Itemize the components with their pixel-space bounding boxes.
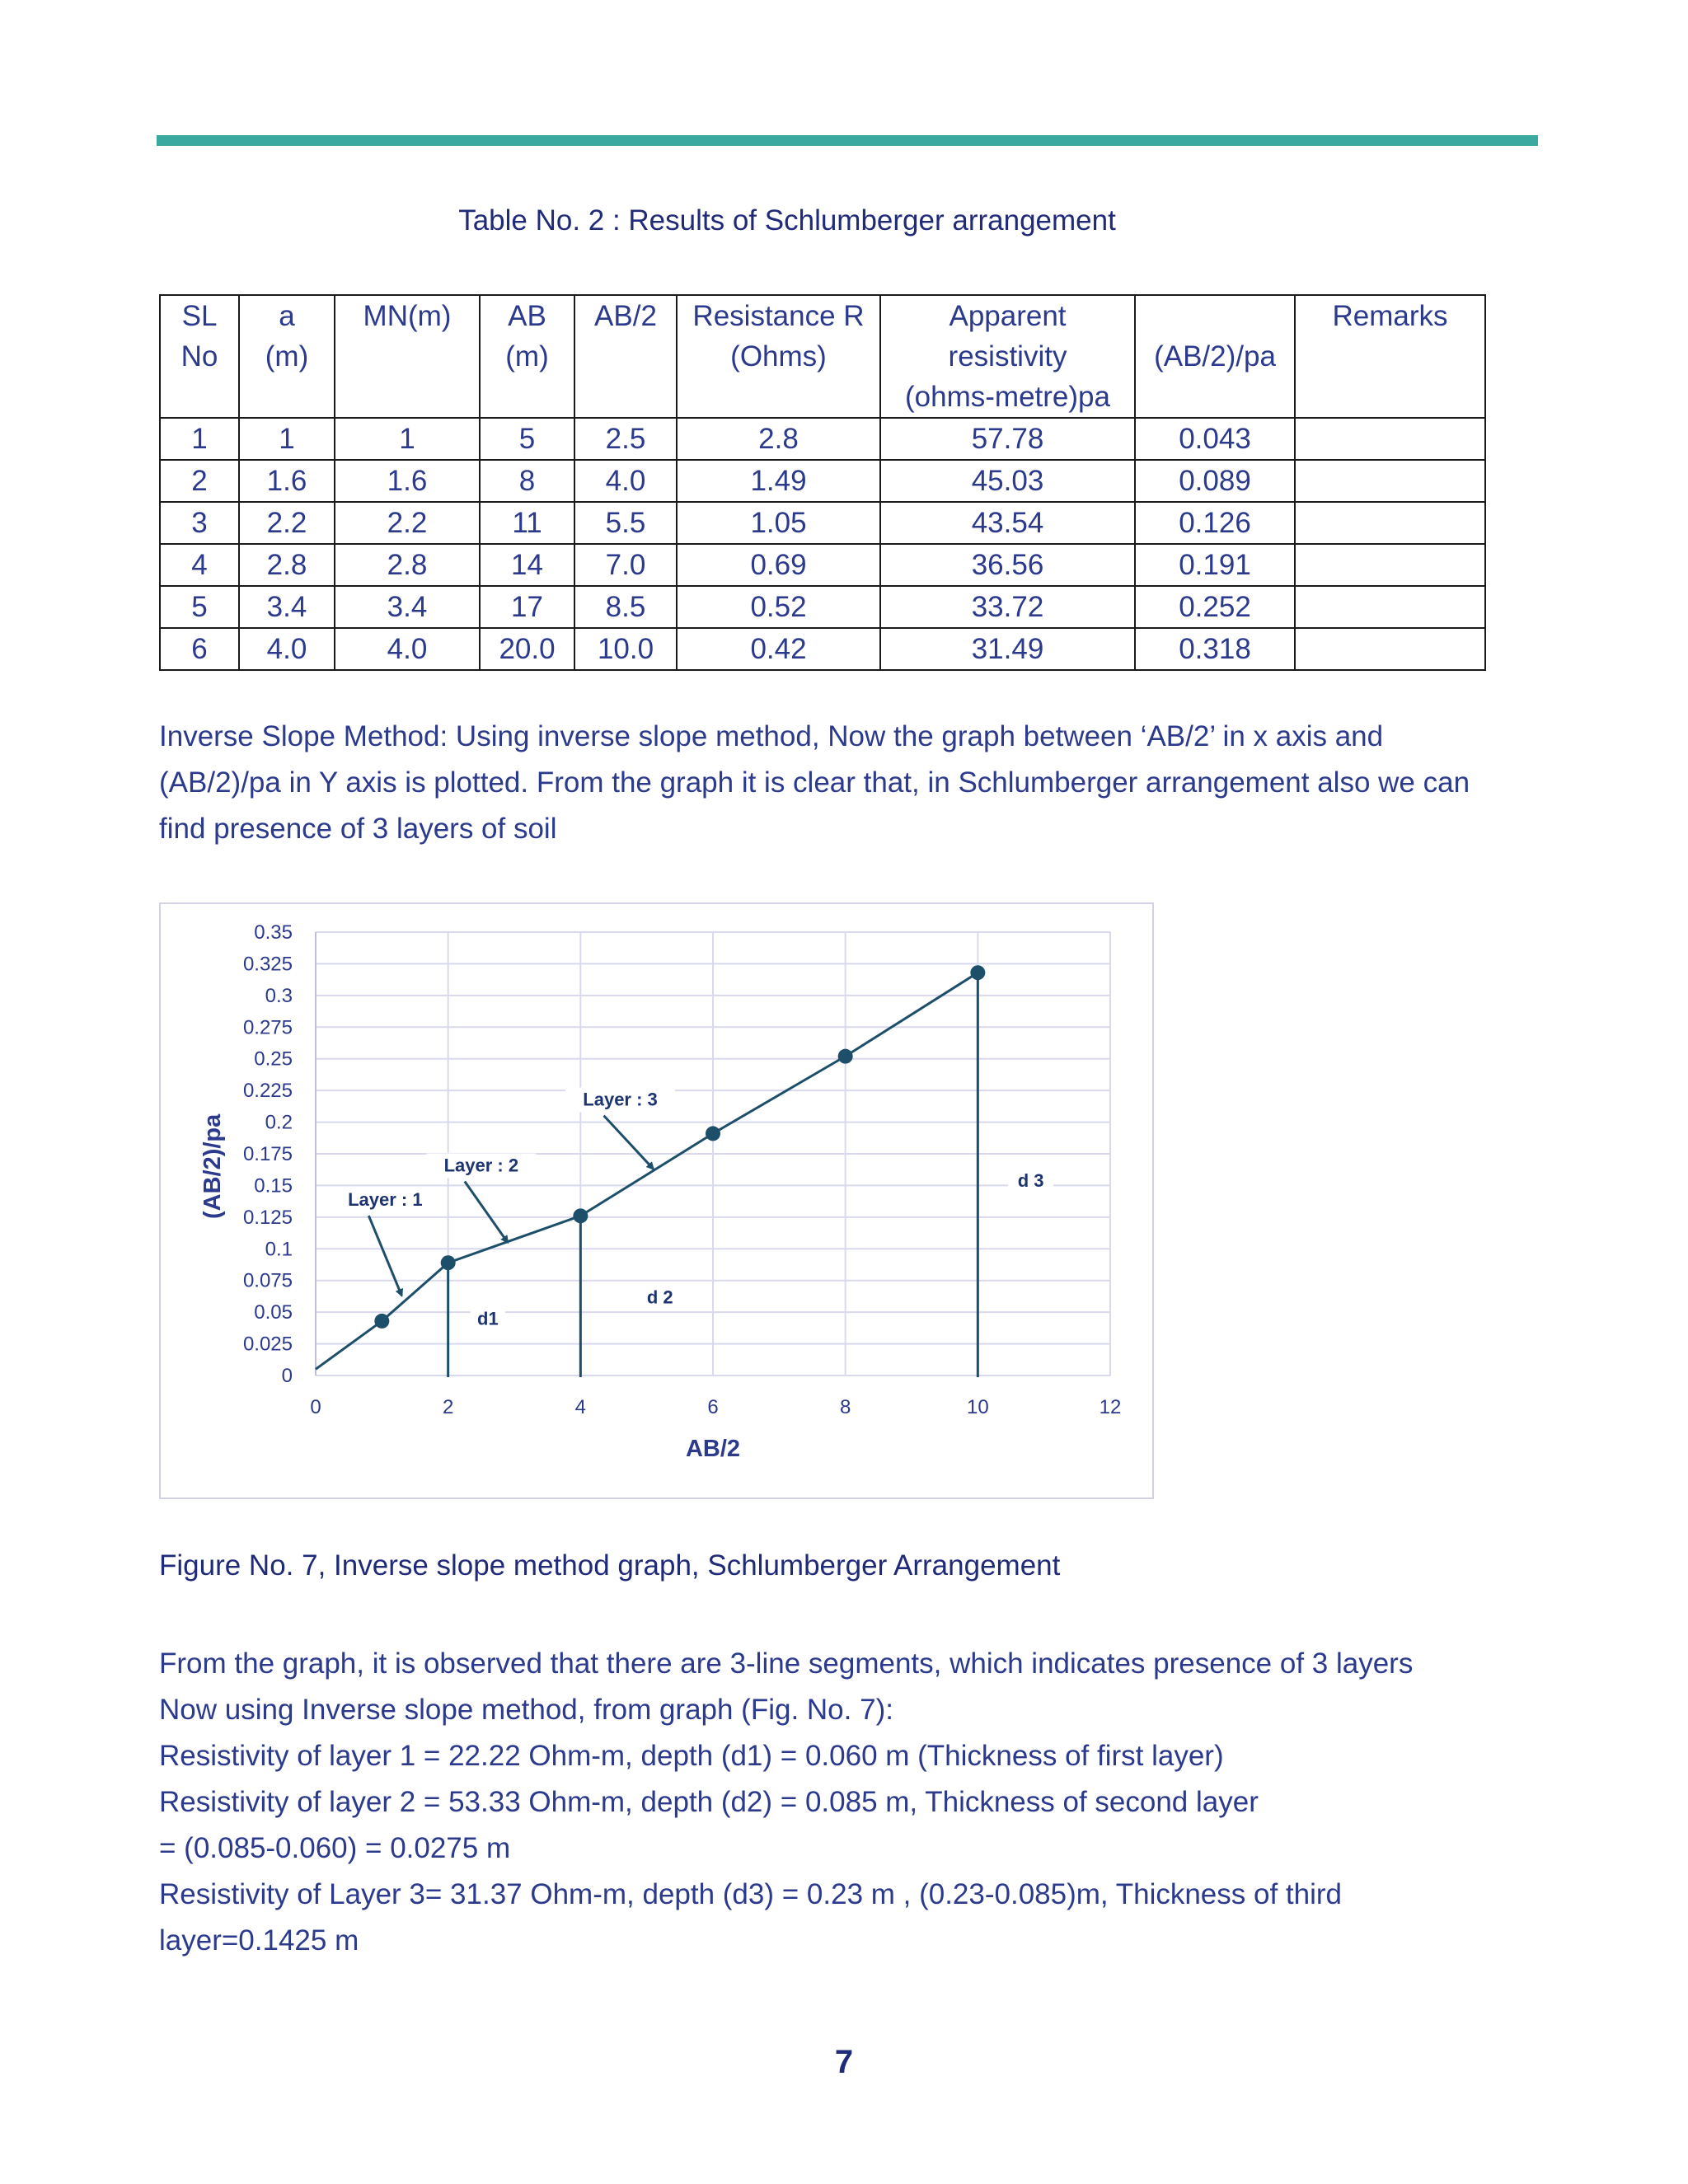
annotation-arrow [368, 1216, 401, 1296]
x-tick-label: 0 [310, 1396, 321, 1418]
y-tick-label: 0.25 [254, 1047, 293, 1071]
intro-line: find presence of 3 layers of soil [159, 813, 557, 845]
cell-ab-half: 7.0 [574, 544, 677, 586]
y-tick-label: 0.3 [265, 984, 293, 1007]
x-tick-label: 2 [442, 1396, 454, 1418]
result-line: Resistivity of Layer 3= 31.37 Ohm-m, depth (d3) = 0.23 m , (0.23-0.085)m, Thickness of third [159, 1878, 1342, 1910]
y-tick-label: 0.2 [265, 1111, 293, 1134]
cell-ab-half: 2.5 [574, 418, 677, 460]
x-tick-label: 8 [839, 1396, 851, 1418]
cell-ab: 17 [480, 586, 574, 628]
cell-remarks [1295, 544, 1485, 586]
result-line: = (0.085-0.060) = 0.0275 m [159, 1832, 511, 1864]
y-tick-label: 0.125 [242, 1206, 293, 1229]
cell-resistance: 2.8 [677, 418, 880, 460]
header-resistance: Resistance R (Ohms) [677, 295, 880, 418]
result-line: layer=0.1425 m [159, 1924, 359, 1957]
x-tick-label: 4 [574, 1396, 587, 1418]
y-tick-label: 0.025 [242, 1333, 293, 1356]
annotation-label: d 2 [646, 1286, 673, 1308]
table-row [160, 628, 1485, 670]
y-tick-label: 0.275 [242, 1016, 293, 1039]
x-tick-label: 6 [707, 1396, 719, 1418]
cell-mn: 4.0 [335, 628, 480, 670]
cell-a: 2.8 [239, 544, 335, 586]
data-point [838, 1049, 853, 1064]
cell-ab-half-over-pa: 0.126 [1135, 502, 1295, 544]
y-tick-label: 0.175 [242, 1143, 293, 1165]
header-a: a (m) [239, 295, 335, 418]
cell-a: 1 [239, 418, 335, 460]
data-point [374, 1314, 389, 1329]
intro-line: Inverse Slope Method: Using inverse slope method, Now the graph between ‘AB/2’ in x axis and [159, 720, 1384, 752]
cell-ab: 5 [480, 418, 574, 460]
header-ab-half-over-pa: (AB/2)/pa [1135, 295, 1295, 418]
cell-apparent-resistivity: 33.72 [880, 586, 1135, 628]
table-row [160, 502, 1485, 544]
cell-resistance: 1.05 [677, 502, 880, 544]
cell-a: 2.2 [239, 502, 335, 544]
result-line: From the graph, it is observed that there are 3-line segments, which indicates presence of 3 layers [159, 1647, 1414, 1680]
figure-caption: Figure No. 7, Inverse slope method graph, Schlumberger Arrangement [159, 1549, 1061, 1582]
cell-remarks [1295, 586, 1485, 628]
table-caption: Table No. 2 : Results of Schlumberger arrangement [458, 204, 1116, 237]
table-row [160, 460, 1485, 502]
y-tick-label: 0.35 [254, 921, 293, 944]
cell-a: 1.6 [239, 460, 335, 502]
cell-apparent-resistivity: 45.03 [880, 460, 1135, 502]
cell-ab: 11 [480, 502, 574, 544]
data-point [441, 1255, 456, 1270]
results-table [159, 294, 1486, 671]
cell-sl-no: 5 [160, 586, 239, 628]
annotation-label: Layer : 1 [348, 1189, 423, 1211]
cell-ab-half-over-pa: 0.252 [1135, 586, 1295, 628]
cell-ab: 20.0 [480, 628, 574, 670]
cell-remarks [1295, 460, 1485, 502]
result-line: Resistivity of layer 2 = 53.33 Ohm-m, depth (d2) = 0.085 m, Thickness of second layer [159, 1786, 1259, 1818]
y-tick-label: 0.075 [242, 1269, 293, 1292]
cell-remarks [1295, 418, 1485, 460]
table-header-row [160, 295, 1485, 418]
cell-mn: 2.2 [335, 502, 480, 544]
header-sl-no: SL No [160, 295, 239, 418]
table-row [160, 586, 1485, 628]
cell-apparent-resistivity: 36.56 [880, 544, 1135, 586]
x-tick-label: 10 [966, 1396, 989, 1418]
cell-ab-half-over-pa: 0.043 [1135, 418, 1295, 460]
cell-apparent-resistivity: 31.49 [880, 628, 1135, 670]
table-row [160, 544, 1485, 586]
cell-ab-half-over-pa: 0.089 [1135, 460, 1295, 502]
cell-ab: 14 [480, 544, 574, 586]
cell-ab-half: 8.5 [574, 586, 677, 628]
cell-resistance: 0.52 [677, 586, 880, 628]
cell-ab-half: 10.0 [574, 628, 677, 670]
intro-line: (AB/2)/pa in Y axis is plotted. From the graph it is clear that, in Schlumberger arrangement also we can [159, 766, 1470, 799]
result-paragraph [159, 1641, 1560, 1964]
cell-mn: 2.8 [335, 544, 480, 586]
cell-apparent-resistivity: 43.54 [880, 502, 1135, 544]
header-mn: MN(m) [335, 295, 480, 418]
cell-mn: 1 [335, 418, 480, 460]
chart-canvas [161, 904, 1152, 1497]
cell-mn: 3.4 [335, 586, 480, 628]
annotation-label: d 3 [1017, 1169, 1044, 1191]
cell-a: 3.4 [239, 586, 335, 628]
cell-sl-no: 6 [160, 628, 239, 670]
annotation-arrow [604, 1116, 654, 1169]
y-axis-title: (AB/2)/pa [199, 1113, 226, 1220]
cell-apparent-resistivity: 57.78 [880, 418, 1135, 460]
annotation-arrow [465, 1182, 508, 1243]
cell-resistance: 0.69 [677, 544, 880, 586]
cell-remarks [1295, 502, 1485, 544]
cell-ab-half-over-pa: 0.191 [1135, 544, 1295, 586]
cell-a: 4.0 [239, 628, 335, 670]
y-tick-label: 0.15 [254, 1174, 293, 1197]
y-tick-label: 0.225 [242, 1080, 293, 1103]
x-axis-title: AB/2 [685, 1436, 741, 1462]
cell-sl-no: 3 [160, 502, 239, 544]
cell-mn: 1.6 [335, 460, 480, 502]
cell-ab: 8 [480, 460, 574, 502]
cell-remarks [1295, 628, 1485, 670]
intro-paragraph [159, 714, 1560, 852]
data-point [706, 1126, 720, 1141]
cell-ab-half-over-pa: 0.318 [1135, 628, 1295, 670]
y-tick-label: 0 [281, 1365, 293, 1387]
top-accent-rule [157, 135, 1538, 146]
result-line: Now using Inverse slope method, from graph (Fig. No. 7): [159, 1694, 893, 1726]
header-remarks: Remarks [1295, 295, 1485, 418]
header-ab: AB (m) [480, 295, 574, 418]
cell-resistance: 1.49 [677, 460, 880, 502]
x-tick-label: 12 [1099, 1396, 1122, 1418]
page-number: 7 [834, 2044, 854, 2080]
data-point [970, 965, 985, 980]
annotation-label: Layer : 3 [583, 1089, 658, 1110]
table-row [160, 418, 1485, 460]
inverse-slope-chart [159, 902, 1154, 1499]
header-ab-half: AB/2 [574, 295, 677, 418]
cell-resistance: 0.42 [677, 628, 880, 670]
y-tick-label: 0.05 [254, 1301, 293, 1324]
cell-sl-no: 1 [160, 418, 239, 460]
annotation-label: d1 [477, 1308, 499, 1329]
y-tick-label: 0.1 [265, 1238, 293, 1261]
result-line: Resistivity of layer 1 = 22.22 Ohm-m, depth (d1) = 0.060 m (Thickness of first layer) [159, 1740, 1224, 1772]
data-point [573, 1208, 588, 1223]
cell-sl-no: 2 [160, 460, 239, 502]
cell-ab-half: 4.0 [574, 460, 677, 502]
y-tick-label: 0.325 [242, 953, 293, 976]
cell-ab-half: 5.5 [574, 502, 677, 544]
annotation-label: Layer : 2 [443, 1155, 519, 1176]
cell-sl-no: 4 [160, 544, 239, 586]
header-apparent-resistivity: Apparent resistivity (ohms-metre)pa [880, 295, 1135, 418]
